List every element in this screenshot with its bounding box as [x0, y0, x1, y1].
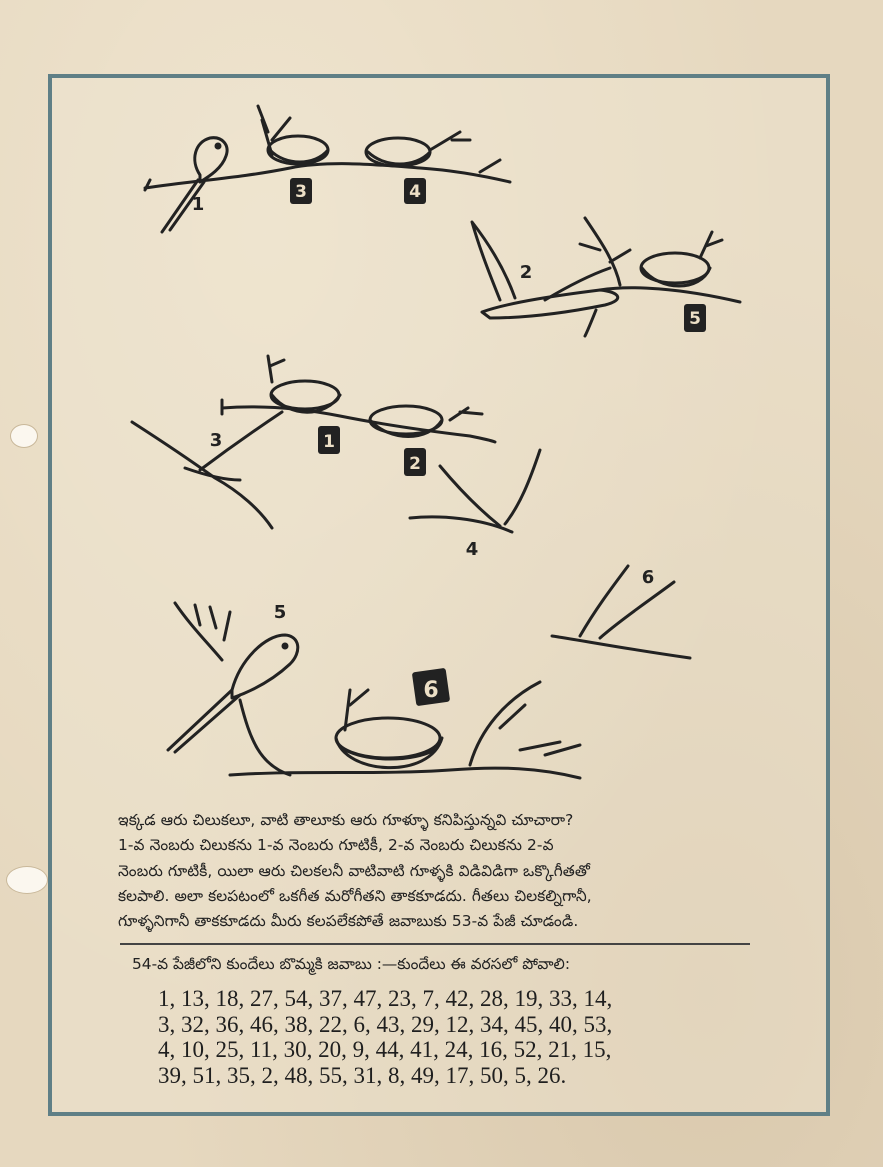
nest-icon: [641, 253, 710, 286]
nest-tag-label: 4: [409, 182, 421, 202]
instruction-line: నెంబరు గూటికీ, యిలా ఆరు చిలకలనీ వాటివాటి గూళ్ళకి విడివిడిగా ఒక్కొగీతతో: [118, 861, 591, 880]
puzzle-instructions: [118, 808, 770, 934]
branch-icon: [222, 356, 495, 442]
bird-number-label: 4: [465, 539, 479, 560]
divider-rule: [120, 943, 750, 945]
parrot-icon: [168, 635, 298, 752]
instruction-line: 1-వ నెంబరు చిలుకను 1-వ నెంబరు గూటికీ, 2-వ నెంబరు చిలుకను 2-వ: [118, 836, 554, 855]
nest-icon: [268, 136, 430, 166]
bird-number-label: 5: [273, 602, 287, 623]
instruction-line: గూళ్ళనిగానీ తాకకూడదు మీరు కలపలేకపోతే జవాబుకు 53-వ పేజీ చూడండి.: [118, 912, 579, 931]
bird-number-label: 1: [191, 194, 205, 215]
nest-icon: [336, 718, 442, 768]
nest-tag-label: 6: [423, 678, 439, 703]
answer-sequence: [158, 986, 758, 1088]
punch-hole-bottom: [6, 866, 48, 894]
flying-bird-icon: [552, 566, 690, 658]
sequence-line: 39, 51, 35, 2, 48, 55, 31, 8, 49, 17, 50, 5, 26.: [158, 1062, 567, 1088]
nest-tag-label: 5: [689, 309, 701, 329]
instruction-line: కలపాలి. అలా కలపటంలో ఒకగీత మరోగీతని తాకకూడదు. గీతలు చిలకల్నిగానీ,: [118, 886, 592, 905]
bird-number-label: 3: [209, 430, 223, 451]
branch-icon: [175, 603, 580, 778]
nest-tag-label: 2: [409, 454, 421, 474]
flying-bird-icon: [132, 412, 282, 528]
instruction-line: ఇక్కడ ఆరు చిలుకలూ, వాటి తాలూకు ఆరు గూళ్ళూ కనిపిస్తున్నవి చూచారా?: [118, 811, 574, 829]
nest-tag-label: 1: [323, 432, 335, 452]
flying-bird-icon: [410, 450, 540, 532]
branch-icon: [580, 218, 740, 336]
sequence-line: 4, 10, 25, 11, 30, 20, 9, 44, 41, 24, 16, 52, 21, 15,: [158, 1037, 612, 1062]
number-tag-icon: [290, 178, 706, 706]
bird-number-label: 6: [641, 567, 655, 588]
nest-tag-label: 3: [295, 182, 307, 202]
sequence-line: 3, 32, 36, 46, 38, 22, 6, 43, 29, 12, 34, 45, 40, 53,: [158, 1011, 613, 1037]
bird-number-label: 2: [519, 262, 533, 283]
answer-heading: 54-వ పేజీలోని కుందేలు బొమ్మకి జవాబు :—కుందేలు ఈ వరసలో పోవాలి:: [132, 955, 571, 973]
sequence-line: 1, 13, 18, 27, 54, 37, 47, 23, 7, 42, 28, 19, 33, 14,: [158, 986, 613, 1011]
